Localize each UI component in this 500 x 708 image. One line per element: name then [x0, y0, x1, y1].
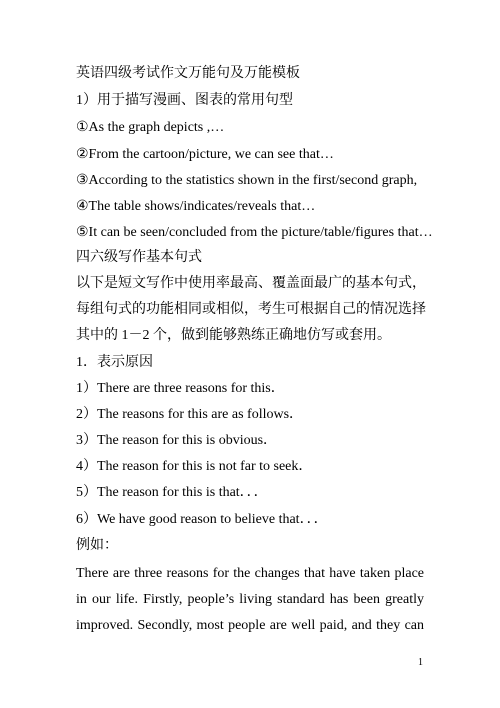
section-heading: 1．表示原因 [76, 355, 153, 370]
text-line: ④The table shows/indicates/reveals that… [76, 199, 316, 214]
section-heading: 1）用于描写漫画、图表的常用句型 [76, 93, 293, 108]
list-item: 6）We have good reason to believe that．．． [76, 512, 328, 527]
example-paragraph: There are three reasons for the changes that have taken place in our life. Firstly, people’s living standard has been greatly improved. Secondly, most people are well paid, and they can [76, 566, 424, 633]
list-item: 5）The reason for this is that．．． [76, 485, 268, 500]
text-line: 每组句式的功能相同或相似，考生可根据自己的情况选择 [76, 302, 426, 317]
text-line: ①As the graph depicts ,… [76, 120, 225, 135]
text-line: 以下是短文写作中使用率最高、覆盖面最广的基本句式， [76, 276, 426, 291]
text-line: 其中的 1－2 个，做到能够熟练正确地仿写或套用。 [76, 328, 391, 343]
page-number: 1 [418, 657, 423, 668]
list-item: 4）The reason for this is not far to seek． [76, 459, 313, 474]
document-title: 英语四级考试作文万能句及万能模板 [76, 66, 300, 81]
section-heading: 四六级写作基本句式 [76, 250, 202, 265]
list-item: 1）There are three reasons for this． [76, 381, 285, 396]
list-item: 2）The reasons for this are as follows． [76, 407, 304, 422]
text-line: ③According to the statistics shown in the first/second graph, [76, 173, 418, 188]
text-line: ⑤It can be seen/concluded from the picture/table/figures that… [76, 225, 433, 240]
list-item: 3）The reason for this is obvious． [76, 433, 278, 448]
text-line: ②From the cartoon/picture, we can see that… [76, 147, 334, 162]
example-label: 例如： [76, 538, 118, 553]
